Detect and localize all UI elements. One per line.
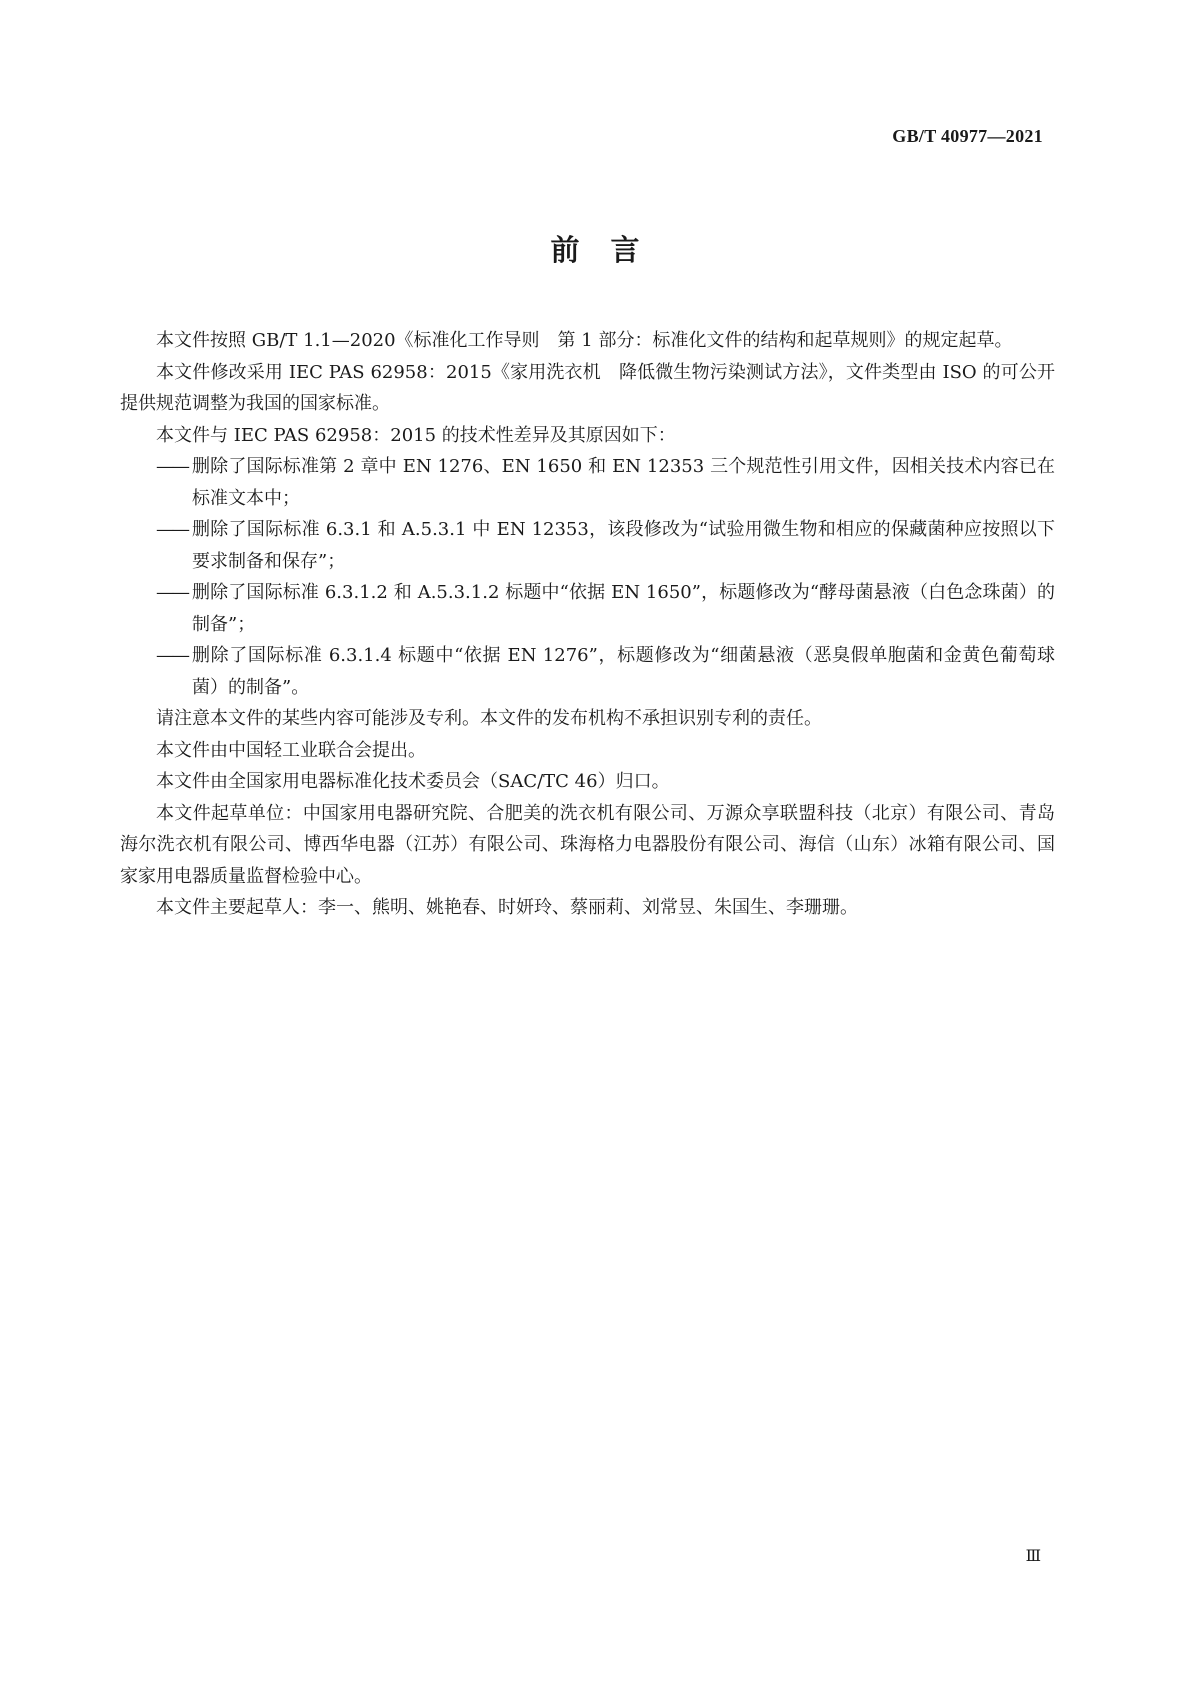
page-number: Ⅲ xyxy=(1025,1546,1041,1565)
paragraph-adoption: 本文件修改采用 IEC PAS 62958：2015《家用洗衣机 降低微生物污染测试方法》，文件类型由 ISO 的可公开提供规范调整为我国的国家标准。 xyxy=(120,361,1055,414)
list-dash: —— xyxy=(156,582,188,603)
list-item-text: 删除了国际标准 6.3.1.4 标题中“依据 EN 1276”，标题修改为“细菌悬液（恶臭假单胞菌和金黄色葡萄球菌）的制备”。 xyxy=(192,645,1055,698)
list-item xyxy=(120,640,1055,703)
paragraph-patent-notice: 请注意本文件的某些内容可能涉及专利。本文件的发布机构不承担识别专利的责任。 xyxy=(156,708,822,729)
list-item xyxy=(120,514,1055,577)
paragraph-drafting-rules: 本文件按照 GB/T 1.1—2020《标准化工作导则 第 1 部分：标准化文件的结构和起草规则》的规定起草。 xyxy=(156,330,1013,351)
list-item-text: 删除了国际标准 6.3.1.2 和 A.5.3.1.2 标题中“依据 EN 1650”，标题修改为“酵母菌悬液（白色念珠菌）的制备”； xyxy=(192,582,1055,635)
list-item xyxy=(120,451,1055,514)
list-item-text: 删除了国际标准第 2 章中 EN 1276、EN 1650 和 EN 12353 三个规范性引用文件，因相关技术内容已在标准文本中； xyxy=(192,456,1055,509)
document-body xyxy=(120,325,1055,924)
list-dash: —— xyxy=(156,645,188,666)
paragraph-proposer: 本文件由中国轻工业联合会提出。 xyxy=(156,739,426,761)
paragraph-drafting-units: 本文件起草单位：中国家用电器研究院、合肥美的洗衣机有限公司、万源众享联盟科技（北京）有限公司、青岛海尔洗衣机有限公司、博西华电器（江苏）有限公司、珠海格力电器股份有限公司、海信（山东）冰箱有限公司、国家家用电器质量监督检验中心。 xyxy=(120,802,1055,887)
paragraph-committee: 本文件由全国家用电器标准化技术委员会（SAC/TC 46）归口。 xyxy=(156,771,670,792)
list-item-text: 删除了国际标准 6.3.1 和 A.5.3.1 中 EN 12353，该段修改为“试验用微生物和相应的保藏菌种应按照以下要求制备和保存”； xyxy=(192,519,1055,572)
list-dash: —— xyxy=(156,519,188,540)
list-item xyxy=(120,577,1055,640)
paragraph-drafters: 本文件主要起草人：李一、熊明、姚艳春、时妍玲、蔡丽莉、刘常昱、朱国生、李珊珊。 xyxy=(156,897,858,918)
standard-number: GB/T 40977—2021 xyxy=(892,126,1043,146)
page-title: 前 言 xyxy=(550,233,641,267)
list-dash: —— xyxy=(156,456,188,477)
paragraph-differences-intro: 本文件与 IEC PAS 62958：2015 的技术性差异及其原因如下： xyxy=(156,424,676,446)
